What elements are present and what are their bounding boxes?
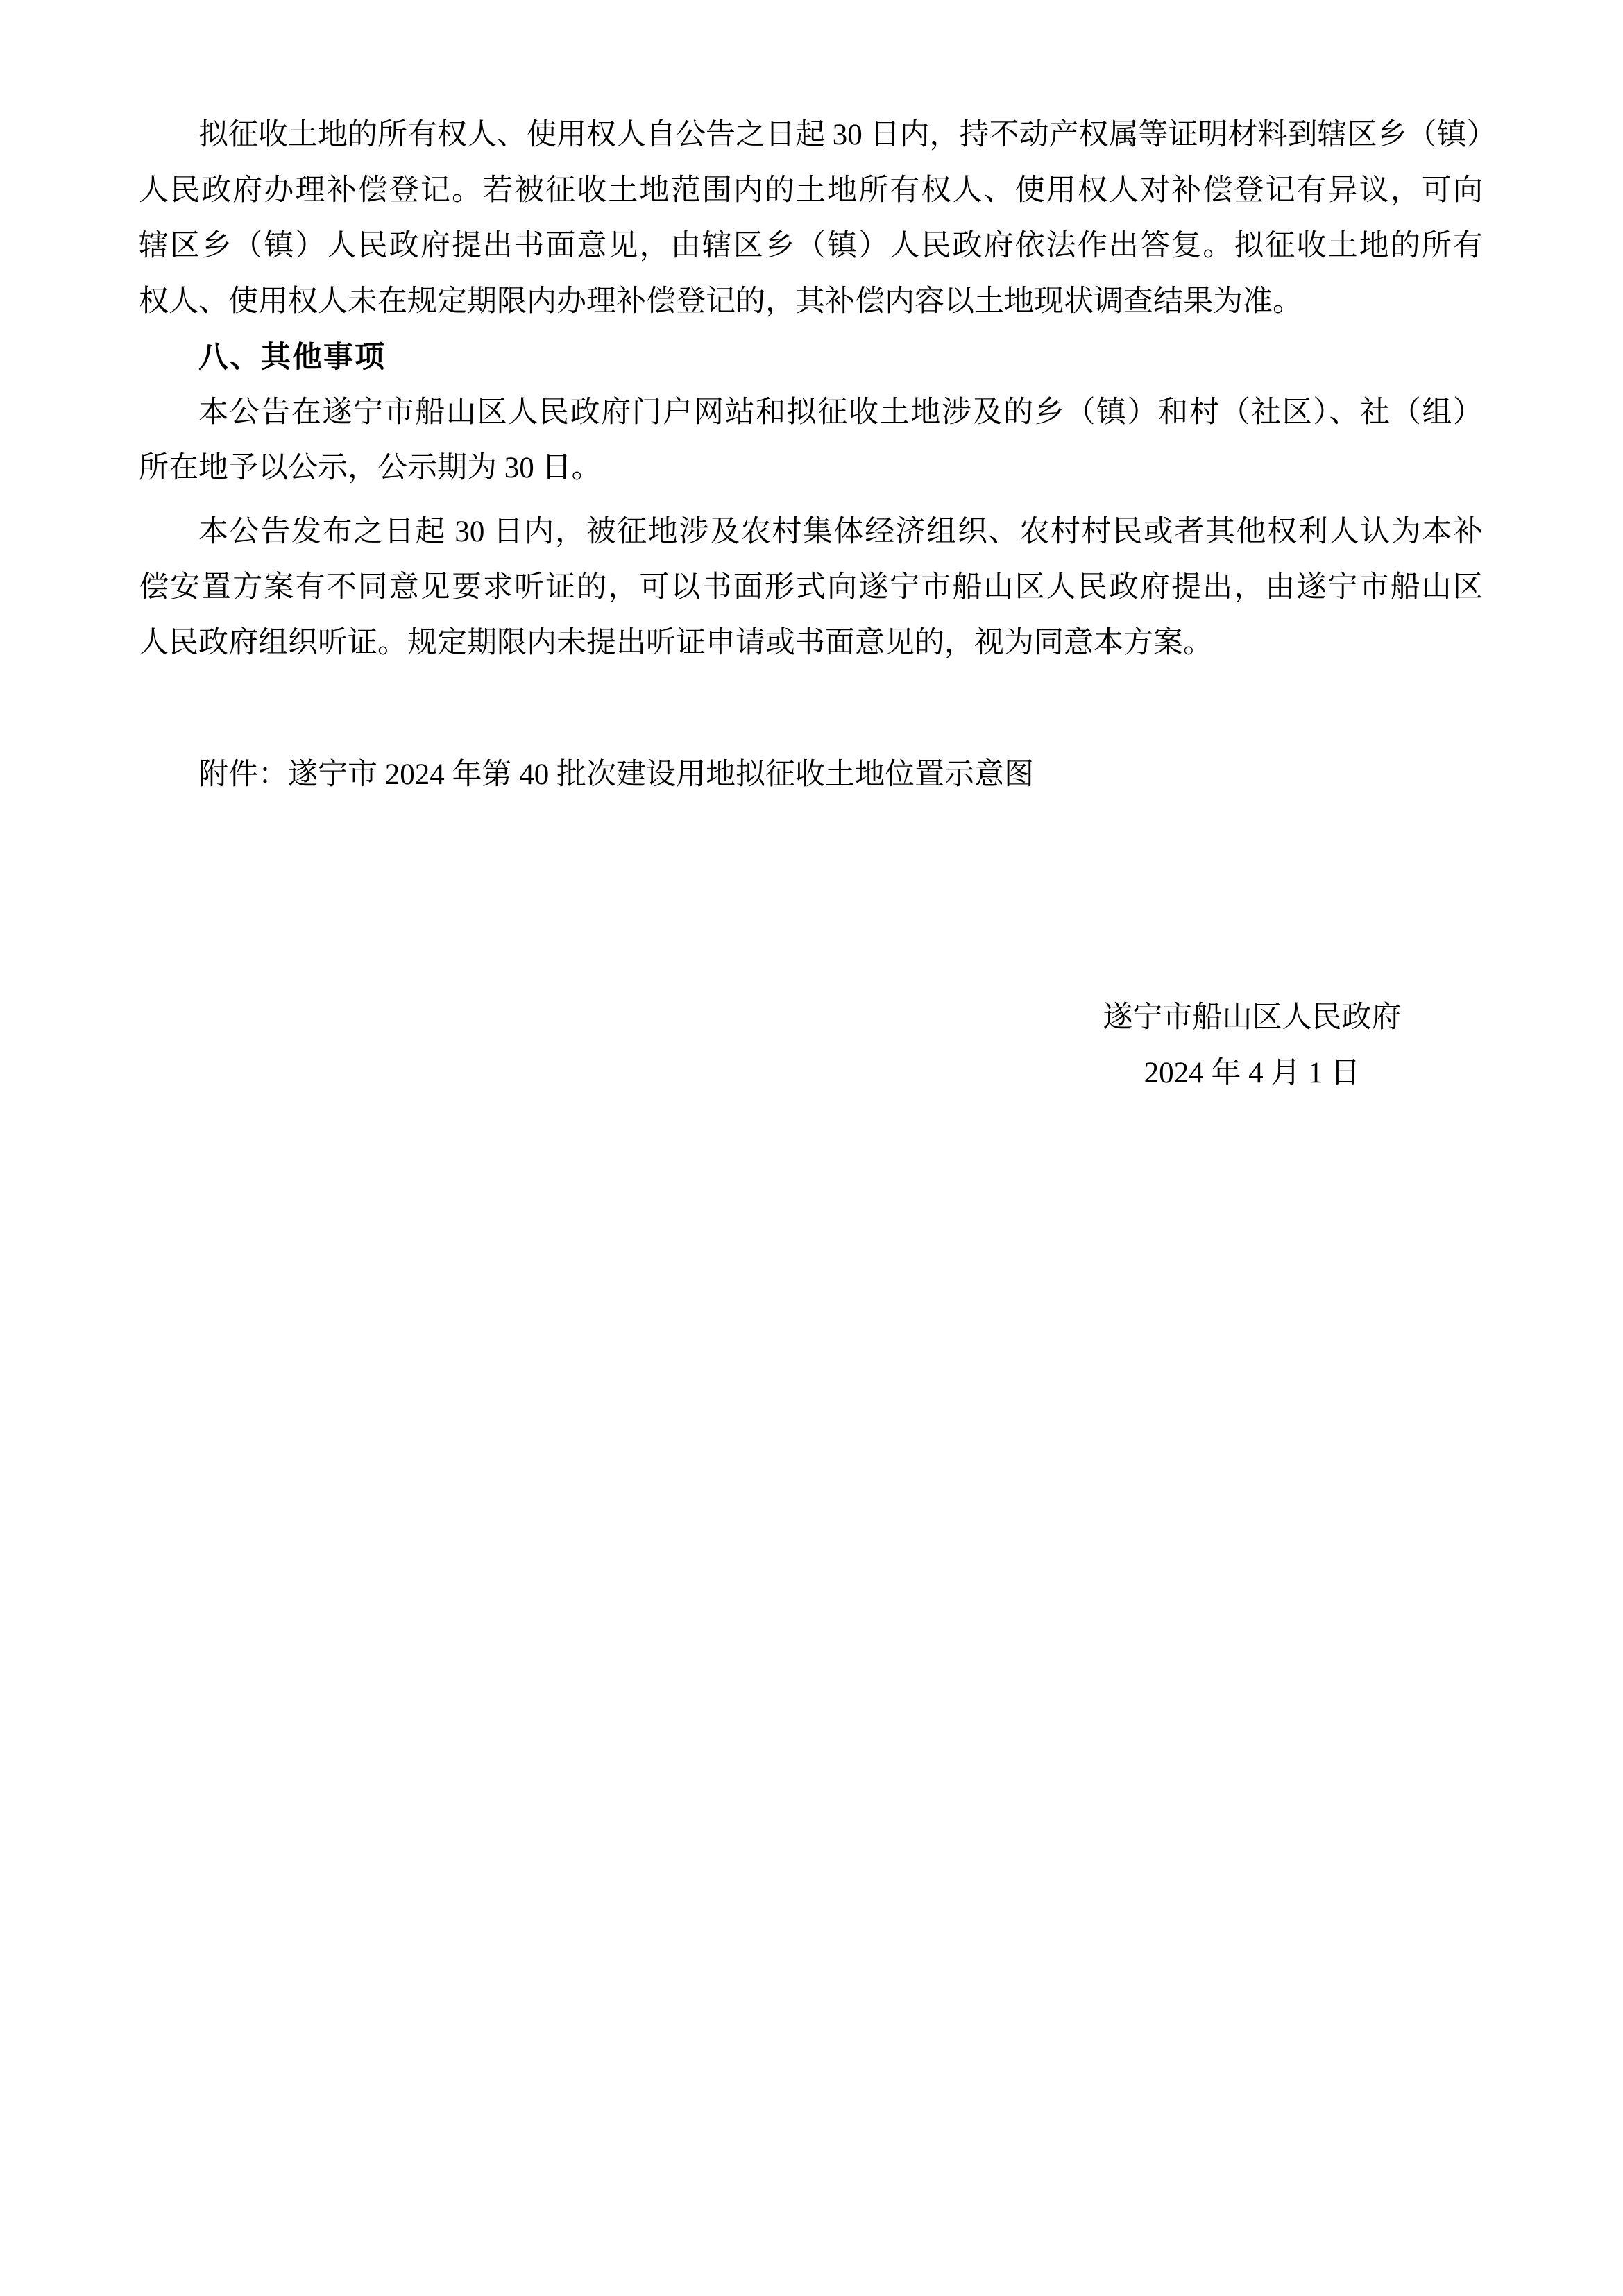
attachment-reference [139, 747, 1483, 803]
paragraph-line: 辖区乡（镇）人民政府提出书面意见，由辖区乡（镇）人民政府依法作出答复。拟征收土地的所有 [139, 230, 1483, 262]
paragraph-publicity [139, 385, 1483, 496]
section-heading-text: 八、其他事项 [198, 341, 386, 374]
paragraph-line: 偿安置方案有不同意见要求听证的，可以书面形式向遂宁市船山区人民政府提出，由遂宁市船山区 [139, 571, 1483, 604]
paragraph-line: 所在地予以公示，公示期为 30 日。 [139, 452, 602, 484]
signature-date: 2024 年 4 月 1 日 [1144, 1057, 1361, 1089]
signature-agency: 遂宁市船山区人民政府 [1103, 1001, 1402, 1034]
paragraph-line: 人民政府办理补偿登记。若被征收土地范围内的土地所有权人、使用权人对补偿登记有异议，可向 [139, 174, 1483, 207]
paragraph-line: 本公告发布之日起 30 日内，被征地涉及农村集体经济组织、农村村民或者其他权利人认为本补 [198, 516, 1483, 548]
paragraph-line: 拟征收土地的所有权人、使用权人自公告之日起 30 日内，持不动产权属等证明材料到辖区乡（镇） [198, 119, 1497, 151]
attachment-line: 附件：遂宁市 2024 年第 40 批次建设用地拟征收土地位置示意图 [198, 758, 1034, 791]
signature-block [139, 990, 1483, 1101]
paragraph-line: 本公告在遂宁市船山区人民政府门户网站和拟征收土地涉及的乡（镇）和村（社区）、社（组） [198, 396, 1483, 429]
paragraph-line: 人民政府组织听证。规定期限内未提出听证申请或书面意见的，视为同意本方案。 [139, 627, 1213, 659]
section-heading-other-matters [139, 330, 1483, 385]
document-body [0, 0, 1623, 1101]
paragraph-hearing [139, 504, 1483, 671]
paragraph-line: 权人、使用权人未在规定期限内办理补偿登记的，其补偿内容以土地现状调查结果为准。 [139, 285, 1302, 318]
paragraph-registration [139, 108, 1497, 330]
